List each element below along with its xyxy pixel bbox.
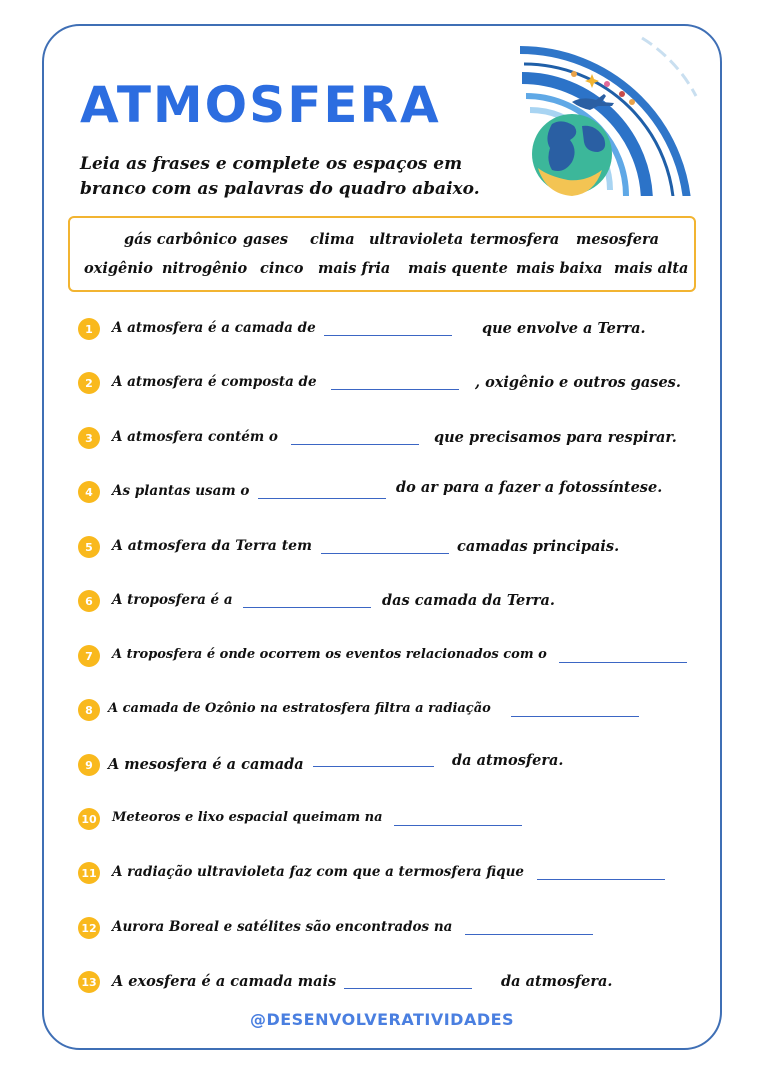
page-title: ATMOSFERA: [80, 76, 441, 134]
answer-blank[interactable]: [313, 766, 434, 767]
item-number-badge: 5: [78, 536, 100, 558]
exercise-item: [0, 695, 764, 725]
item-number-badge: 12: [78, 917, 100, 939]
word-chip: oxigênio: [84, 260, 153, 277]
answer-blank[interactable]: [243, 607, 371, 608]
item-text-before: Aurora Boreal e satélites são encontrados na: [112, 919, 453, 935]
item-text-after: , oxigênio e outros gases.: [475, 374, 681, 391]
item-number-badge: 1: [78, 318, 100, 340]
earth-atmosphere-illustration: [512, 26, 702, 196]
exercise-item: [0, 913, 764, 943]
item-text-after: da atmosfera.: [452, 752, 564, 769]
item-text-before: A atmosfera contém o: [112, 429, 278, 445]
item-number-badge: 10: [78, 808, 100, 830]
answer-blank[interactable]: [324, 335, 452, 336]
exercise-item: [0, 750, 764, 780]
exercise-item: [0, 314, 764, 344]
item-text-before: A atmosfera da Terra tem: [112, 538, 312, 554]
answer-blank[interactable]: [291, 444, 419, 445]
item-text-before: A exosfera é a camada mais: [112, 973, 337, 990]
item-number-badge: 11: [78, 862, 100, 884]
exercise-item: [0, 967, 764, 997]
exercise-item: [0, 477, 764, 507]
item-text-before: A atmosfera é composta de: [112, 374, 317, 390]
item-text-before: A troposfera é onde ocorrem os eventos relacionados com o: [112, 647, 547, 662]
answer-blank[interactable]: [321, 553, 449, 554]
word-chip: clima: [310, 231, 355, 248]
item-text-after: do ar para a fazer a fotossíntese.: [396, 479, 663, 496]
exercise-item: [0, 641, 764, 671]
answer-blank[interactable]: [537, 879, 665, 880]
answer-blank[interactable]: [465, 934, 593, 935]
word-chip: cinco: [260, 260, 304, 277]
item-number-badge: 9: [78, 754, 100, 776]
answer-blank[interactable]: [258, 498, 386, 499]
answer-blank[interactable]: [559, 662, 687, 663]
answer-blank[interactable]: [511, 716, 639, 717]
word-chip: ultravioleta: [369, 231, 464, 248]
word-chip: mais quente: [408, 260, 508, 277]
word-chip: mais baixa: [516, 260, 603, 277]
item-number-badge: 4: [78, 481, 100, 503]
exercise-item: [0, 858, 764, 888]
item-text-before: Meteoros e lixo espacial queimam na: [112, 810, 383, 825]
item-text-after: da atmosfera.: [501, 973, 613, 990]
word-chip: nitrogênio: [162, 260, 248, 277]
item-number-badge: 3: [78, 427, 100, 449]
word-chip: gás carbônico: [124, 231, 237, 248]
word-chip: gases: [243, 231, 289, 248]
answer-blank[interactable]: [394, 825, 522, 826]
item-text-before: A troposfera é a: [112, 592, 233, 608]
item-text-before: A camada de Ozônio na estratosfera filtra a radiação: [108, 701, 491, 716]
instructions: Leia as frases e complete os espaços em branco com as palavras do quadro abaixo.: [80, 154, 480, 199]
exercise-item: [0, 804, 764, 834]
item-number-badge: 8: [78, 699, 100, 721]
exercise-item: [0, 368, 764, 398]
exercise-item: [0, 586, 764, 616]
word-bank: [68, 216, 696, 292]
exercise-item: [0, 423, 764, 453]
item-number-badge: 6: [78, 590, 100, 612]
item-number-badge: 2: [78, 372, 100, 394]
item-text-before: A mesosfera é a camada: [108, 756, 304, 773]
item-text-before: A radiação ultravioleta faz com que a termosfera fique: [112, 864, 525, 880]
item-number-badge: 13: [78, 971, 100, 993]
answer-blank[interactable]: [344, 988, 472, 989]
word-chip: termosfera: [470, 231, 560, 248]
answer-blank[interactable]: [331, 389, 459, 390]
item-text-after: que envolve a Terra.: [482, 320, 646, 337]
exercise-item: [0, 532, 764, 562]
item-text-after: que precisamos para respirar.: [434, 429, 677, 446]
item-text-before: As plantas usam o: [112, 483, 250, 499]
item-number-badge: 7: [78, 645, 100, 667]
item-text-after: camadas principais.: [457, 538, 620, 555]
word-chip: mais fria: [318, 260, 391, 277]
word-chip: mesosfera: [576, 231, 660, 248]
item-text-before: A atmosfera é a camada de: [112, 320, 316, 336]
word-chip: mais alta: [614, 260, 689, 277]
footer-handle: @DESENVOLVERATIVIDADES: [249, 1010, 515, 1029]
item-text-after: das camada da Terra.: [382, 592, 555, 609]
